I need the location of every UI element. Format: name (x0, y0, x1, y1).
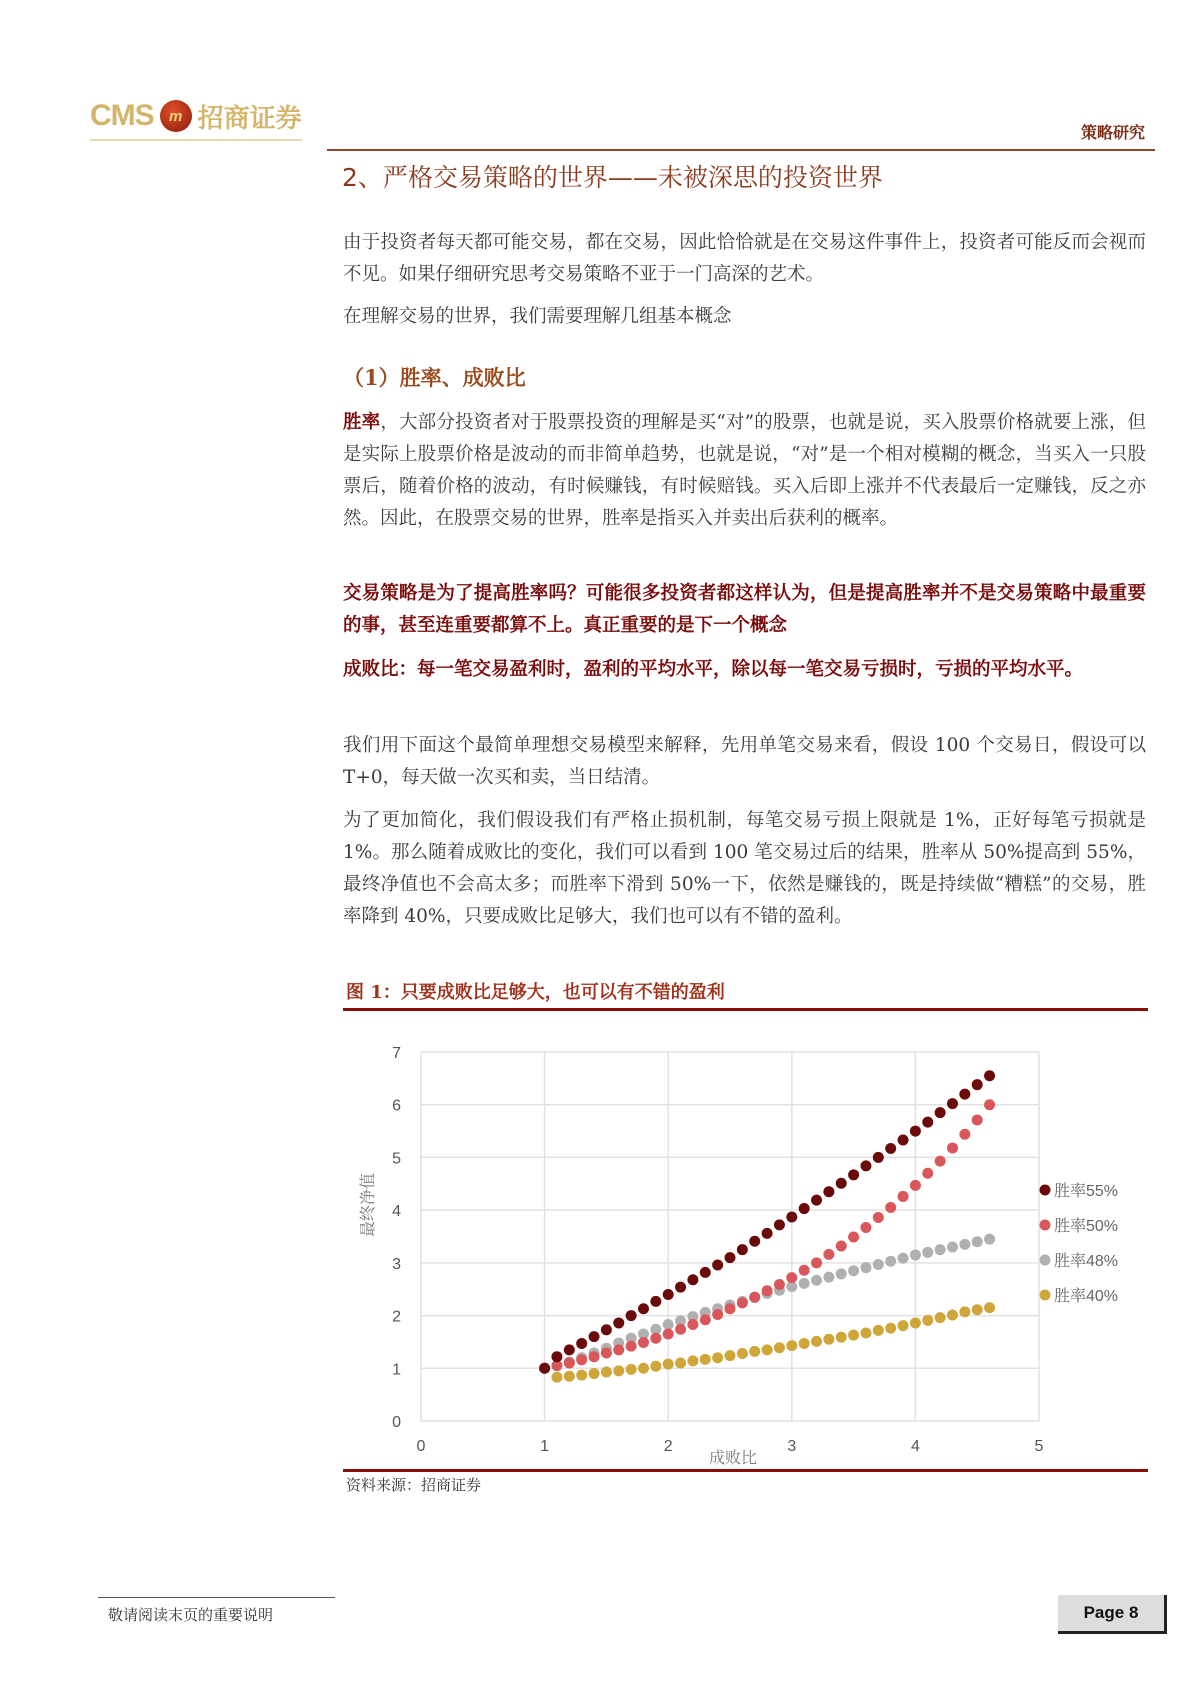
x-tick-label: 2 (663, 1438, 673, 1455)
figure-bottom-rule (343, 1469, 1148, 1472)
data-point-胜率50pct (650, 1333, 661, 1344)
data-point-胜率40pct (935, 1312, 946, 1323)
data-point-胜率55pct (564, 1344, 575, 1355)
legend-marker (1040, 1185, 1051, 1196)
data-point-胜率50pct (848, 1232, 859, 1243)
data-point-胜率40pct (601, 1366, 612, 1377)
legend-label: 胜率48% (1054, 1253, 1119, 1270)
data-point-胜率50pct (860, 1222, 871, 1233)
data-point-胜率48pct (959, 1239, 970, 1250)
data-point-胜率48pct (947, 1242, 958, 1253)
y-tick-label: 3 (392, 1255, 401, 1273)
data-point-胜率50pct (935, 1156, 946, 1167)
data-point-胜率48pct (910, 1249, 921, 1260)
data-point-胜率50pct (972, 1115, 983, 1126)
data-point-胜率48pct (860, 1262, 871, 1273)
data-point-胜率50pct (613, 1344, 624, 1355)
data-point-胜率50pct (725, 1303, 736, 1314)
data-point-胜率50pct (601, 1347, 612, 1358)
data-point-胜率48pct (836, 1268, 847, 1279)
data-point-胜率50pct (947, 1142, 958, 1153)
data-point-胜率40pct (984, 1302, 995, 1313)
paragraph-model: 我们用下面这个最简单理想交易模型来解释，先用单笔交易来看，假设 100 个交易日，假设可以 T+0，每天做一次买和卖，当日结清。 (343, 735, 1146, 788)
data-point-胜率50pct (749, 1292, 760, 1303)
x-tick-label: 5 (1034, 1438, 1044, 1455)
data-point-胜率40pct (749, 1346, 760, 1357)
data-point-胜率48pct (848, 1265, 859, 1276)
data-point-胜率50pct (823, 1249, 834, 1260)
data-point-胜率48pct (972, 1236, 983, 1247)
y-tick-label: 0 (392, 1414, 401, 1431)
data-point-胜率48pct (799, 1278, 810, 1289)
footer-divider (98, 1597, 335, 1598)
data-point-胜率55pct (576, 1338, 587, 1349)
footer-note: 敬请阅读末页的重要说明 (108, 1606, 274, 1624)
data-point-胜率40pct (576, 1370, 587, 1381)
data-point-胜率55pct (601, 1324, 612, 1335)
data-point-胜率50pct (898, 1191, 909, 1202)
data-point-胜率40pct (564, 1371, 575, 1382)
data-point-胜率48pct (873, 1259, 884, 1270)
y-tick-label: 2 (392, 1308, 401, 1326)
company-logo (90, 95, 302, 141)
paragraph-intro: 由于投资者每天都可能交易，都在交易，因此恰恰就是在交易这件事件上，投资者可能反而会视而不见。如果仔细研究思考交易策略不亚于一门高深的艺术。 (343, 232, 1146, 285)
figure-title: 图 1：只要成败比足够大，也可以有不错的盈利 (346, 982, 725, 1003)
y-axis-title: 最终净值 (360, 1172, 377, 1238)
section-tag: 策略研究 (1080, 123, 1145, 142)
y-tick-label: 7 (392, 1045, 401, 1062)
data-point-胜率40pct (687, 1355, 698, 1366)
data-point-胜率50pct (700, 1314, 711, 1325)
data-point-胜率50pct (873, 1212, 884, 1223)
data-point-胜率50pct (984, 1099, 995, 1110)
data-point-胜率48pct (898, 1253, 909, 1264)
legend-marker (1040, 1220, 1051, 1231)
logo-text-cn: 招商证券 (197, 103, 302, 134)
paragraph-concepts: 在理解交易的世界，我们需要理解几组基本概念 (343, 306, 732, 327)
data-point-胜率55pct (663, 1289, 674, 1300)
data-point-胜率40pct (786, 1340, 797, 1351)
data-point-胜率55pct (613, 1317, 624, 1328)
data-point-胜率55pct (885, 1143, 896, 1154)
x-tick-label: 3 (787, 1438, 797, 1455)
x-tick-label: 4 (910, 1438, 920, 1455)
data-point-胜率40pct (873, 1325, 884, 1336)
data-point-胜率55pct (799, 1203, 810, 1214)
data-point-胜率40pct (700, 1354, 711, 1365)
data-point-胜率40pct (922, 1315, 933, 1326)
data-point-胜率40pct (626, 1364, 637, 1375)
data-point-胜率40pct (811, 1336, 822, 1347)
data-point-胜率40pct (836, 1332, 847, 1343)
data-point-胜率48pct (922, 1247, 933, 1258)
data-point-胜率55pct (873, 1152, 884, 1163)
section-title: 2、严格交易策略的世界——未被深思的投资世界 (342, 163, 883, 192)
data-point-胜率50pct (799, 1265, 810, 1276)
data-point-胜率55pct (898, 1135, 909, 1146)
data-point-胜率40pct (972, 1304, 983, 1315)
data-point-胜率55pct (848, 1169, 859, 1180)
data-point-胜率48pct (823, 1272, 834, 1283)
data-point-胜率50pct (910, 1180, 921, 1191)
win-rate-keyword: 胜率 (343, 412, 381, 433)
data-point-胜率55pct (725, 1252, 736, 1263)
data-point-胜率55pct (935, 1107, 946, 1118)
data-point-胜率50pct (811, 1257, 822, 1268)
data-point-胜率50pct (737, 1297, 748, 1308)
paragraph-simplify: 为了更加简化，我们假设我们有严格止损机制，每笔交易亏损上限就是 1%，正好每笔亏损就是 1%。那么随着成败比的变化，我们可以看到 100 笔交易过后的结果，胜率从 50%提高到 55%，最终净值也不会高太多；而胜率下滑到 50%一下，依然是赚钱的，既是持续做“糟糕”的交易，胜率降到 40%，只要成败比足够大，我们也可以有不错的盈利。 (343, 810, 1146, 927)
data-point-胜率40pct (725, 1350, 736, 1361)
data-point-胜率50pct (576, 1354, 587, 1365)
data-point-胜率40pct (860, 1327, 871, 1338)
data-point-胜率55pct (749, 1236, 760, 1247)
win-rate-text: ，大部分投资者对于股票投资的理解是买“对”的股票，也就是说，买入股票价格就要上涨，但是实际上股票价格是波动的而非简单趋势，也就是说，“对”是一个相对模糊的概念，当买入一只股票后，随着价格的波动，有时候赚钱，有时候赔钱。买入后即上涨并不代表最后一定赚钱，反之亦然。因此，在股票交易的世界，胜率是指买入并卖出后获利的概率。 (343, 412, 1146, 529)
data-point-胜率55pct (700, 1267, 711, 1278)
data-point-胜率50pct (589, 1351, 600, 1362)
scatter-chart (343, 1015, 1148, 1467)
data-point-胜率48pct (935, 1244, 946, 1255)
data-point-胜率40pct (589, 1368, 600, 1379)
paragraph-win-rate (343, 407, 1146, 535)
data-point-胜率50pct (959, 1129, 970, 1140)
data-point-胜率50pct (836, 1240, 847, 1251)
y-tick-label: 6 (392, 1097, 401, 1115)
y-tick-label: 1 (392, 1361, 401, 1379)
data-point-胜率50pct (687, 1319, 698, 1330)
data-point-胜率40pct (959, 1306, 970, 1317)
data-point-胜率55pct (922, 1117, 933, 1128)
data-point-胜率55pct (836, 1178, 847, 1189)
figure-top-rule (343, 1008, 1148, 1011)
plot-area (421, 1052, 1039, 1421)
data-point-胜率55pct (972, 1079, 983, 1090)
data-point-胜率40pct (650, 1361, 661, 1372)
data-point-胜率55pct (539, 1363, 550, 1374)
logo-text-en: CMS (90, 99, 154, 132)
data-point-胜率40pct (885, 1323, 896, 1334)
page-number: Page 8 (1058, 1595, 1167, 1634)
data-point-胜率40pct (823, 1334, 834, 1345)
data-point-胜率50pct (712, 1309, 723, 1320)
data-point-胜率55pct (589, 1331, 600, 1342)
data-point-胜率55pct (786, 1211, 797, 1222)
data-point-胜率55pct (984, 1070, 995, 1081)
data-point-胜率55pct (551, 1351, 562, 1362)
data-point-胜率50pct (675, 1324, 686, 1335)
data-point-胜率55pct (811, 1195, 822, 1206)
data-point-胜率40pct (947, 1310, 958, 1321)
data-point-胜率48pct (885, 1256, 896, 1267)
data-point-胜率55pct (712, 1259, 723, 1270)
data-point-胜率50pct (786, 1272, 797, 1283)
data-point-胜率55pct (823, 1186, 834, 1197)
data-point-胜率55pct (737, 1244, 748, 1255)
data-point-胜率50pct (774, 1279, 785, 1290)
data-point-胜率48pct (984, 1234, 995, 1245)
data-point-胜率55pct (910, 1126, 921, 1137)
data-point-胜率40pct (737, 1348, 748, 1359)
subheading-win-rate: （1）胜率、成败比 (343, 365, 526, 390)
data-point-胜率50pct (885, 1202, 896, 1213)
legend-marker (1040, 1290, 1051, 1301)
paragraph-emphasis: 交易策略是为了提高胜率吗？可能很多投资者都这样认为，但是提高胜率并不是交易策略中最重要的事，甚至连重要都算不上。真正重要的是下一个概念 (343, 583, 1146, 636)
data-point-胜率50pct (762, 1285, 773, 1296)
legend-label: 胜率40% (1054, 1288, 1119, 1305)
data-point-胜率40pct (910, 1317, 921, 1328)
paragraph-definition: 成败比：每一笔交易盈利时，盈利的平均水平，除以每一笔交易亏损时，亏损的平均水平。 (343, 659, 1084, 680)
y-tick-label: 5 (392, 1150, 401, 1168)
legend-label: 胜率55% (1054, 1183, 1119, 1200)
data-point-胜率40pct (762, 1344, 773, 1355)
data-point-胜率50pct (663, 1329, 674, 1340)
data-point-胜率40pct (774, 1342, 785, 1353)
data-point-胜率40pct (663, 1359, 674, 1370)
data-point-胜率55pct (675, 1282, 686, 1293)
data-point-胜率40pct (898, 1320, 909, 1331)
figure-source: 资料来源：招商证券 (346, 1476, 482, 1494)
data-point-胜率50pct (638, 1337, 649, 1348)
data-point-胜率48pct (811, 1275, 822, 1286)
data-point-胜率40pct (799, 1338, 810, 1349)
legend-marker (1040, 1255, 1051, 1266)
data-point-胜率50pct (922, 1168, 933, 1179)
data-point-胜率55pct (687, 1274, 698, 1285)
data-point-胜率40pct (675, 1358, 686, 1369)
data-point-胜率55pct (860, 1160, 871, 1171)
x-tick-label: 0 (416, 1438, 426, 1455)
data-point-胜率55pct (762, 1228, 773, 1239)
legend-label: 胜率50% (1054, 1218, 1119, 1235)
data-point-胜率50pct (564, 1358, 575, 1369)
data-point-胜率55pct (626, 1310, 637, 1321)
data-point-胜率40pct (638, 1363, 649, 1374)
data-point-胜率48pct (663, 1319, 674, 1330)
data-point-胜率40pct (848, 1330, 859, 1341)
data-point-胜率55pct (774, 1219, 785, 1230)
data-point-胜率40pct (551, 1372, 562, 1383)
x-axis-title: 成败比 (708, 1450, 758, 1467)
data-point-胜率50pct (626, 1341, 637, 1352)
logo-emblem-icon: m (160, 100, 192, 132)
y-tick-label: 4 (392, 1203, 401, 1221)
data-point-胜率55pct (638, 1303, 649, 1314)
header-divider (327, 149, 1155, 151)
x-tick-label: 1 (540, 1438, 550, 1455)
data-point-胜率40pct (613, 1365, 624, 1376)
data-point-胜率55pct (650, 1296, 661, 1307)
data-point-胜率55pct (947, 1098, 958, 1109)
data-point-胜率55pct (959, 1089, 970, 1100)
data-point-胜率40pct (712, 1352, 723, 1363)
